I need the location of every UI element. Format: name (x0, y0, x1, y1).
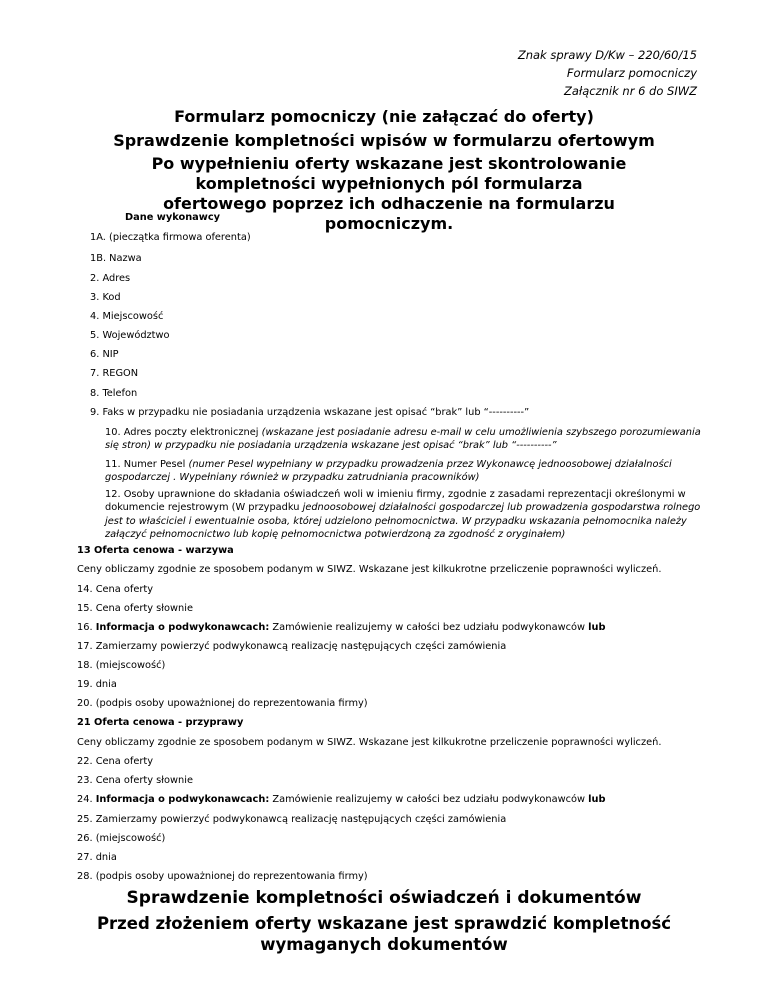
list-item: 15. Cena oferty słownie (77, 603, 193, 614)
form-type-label: Formularz pomocniczy (566, 66, 697, 80)
list-item: 12. Osoby uprawnione do składania oświadczeń woli w imieniu firmy, zgodnie z zasadami reprezentacji określonymi w dokumencie rejestrowym (W przypadku jednoosobowej działalności gospodarczej lub prowadzenia gospodarstwa rolnego jest to właściciel i ewentualnie osoba, której udzielono pełnomocnictwa. W przypadku wskazania pełnomocnika należy załączyć pełnomocnictwo lub kopię pełnomocnictwa potwierdzoną za zgodność z oryginałem) (105, 489, 701, 541)
attachment-label: Załącznik nr 6 do SIWZ (563, 84, 697, 98)
list-item: 24. Informacja o podwykonawcach: Zamówienie realizujemy w całości bez udziału podwykonawców lub (77, 794, 606, 805)
list-item: 14. Cena oferty (77, 584, 154, 595)
list-item: 18. (miejscowość) (77, 660, 166, 671)
list-item: 5. Województwo (90, 330, 170, 341)
list-item: 23. Cena oferty słownie (77, 775, 193, 786)
list-item: 1B. Nazwa (90, 253, 142, 264)
offer-note: Ceny obliczamy zgodnie ze sposobem podanym w SIWZ. Wskazane jest kilkukrotne przeliczenie poprawności wyliczeń. (77, 564, 662, 575)
list-item: 16. Informacja o podwykonawcach: Zamówienie realizujemy w całości bez udziału podwykonawców lub (77, 622, 606, 633)
offer-heading: 21 Oferta cenowa - przyprawy (77, 717, 244, 728)
case-number: Znak sprawy D/Kw – 220/60/15 (517, 48, 697, 62)
list-item: 27. dnia (77, 852, 117, 863)
list-item: 6. NIP (90, 349, 119, 360)
list-item: 2. Adres (90, 273, 131, 284)
list-item: 22. Cena oferty (77, 756, 154, 767)
offer-heading: 13 Oferta cenowa - warzywa (77, 545, 234, 556)
page-title: Formularz pomocniczy (nie załączać do oferty) (174, 107, 594, 126)
list-item: 1A. (pieczątka firmowa oferenta) (90, 232, 251, 243)
list-item: 25. Zamierzamy powierzyć podwykonawcą realizację następujących części zamówienia (77, 814, 507, 825)
list-item: 28. (podpis osoby upoważnionej do reprezentowania firmy) (77, 871, 368, 882)
instruction-title: Po wypełnieniu oferty wskazane jest skontrolowanie kompletności wypełnionych pól formularza ofertowego poprzez ich odhaczenie na formularzu pomocniczym. (151, 154, 627, 233)
list-item: 3. Kod (90, 292, 121, 303)
list-item: 4. Miejscowość (90, 311, 164, 322)
list-item: 9. Faks w przypadku nie posiadania urządzenia wskazane jest opisać “brak” lub “----------” (90, 407, 530, 418)
documents-check-instruction: Przed złożeniem oferty wskazane jest sprawdzić kompletność wymaganych dokumentów (96, 914, 672, 954)
documents-check-title: Sprawdzenie kompletności oświadczeń i dokumentów (126, 888, 642, 908)
list-item: 7. REGON (90, 368, 139, 379)
list-item: 20. (podpis osoby upoważnionej do reprezentowania firmy) (77, 698, 368, 709)
list-item: 11. Numer Pesel (numer Pesel wypełniany w przypadku prowadzenia przez Wykonawcę jednoosobowej działalności gospodarczej . Wypełniany również w przypadku zatrudniania pracowników) (105, 459, 672, 484)
list-item: 17. Zamierzamy powierzyć podwykonawcą realizację następujących części zamówienia (77, 641, 507, 652)
list-item: 10. Adres poczty elektronicznej (wskazane jest posiadanie adresu e-mail w celu umożliwienia szybszego porozumiewania się stron) w przypadku nie posiadania urządzenia wskazane jest opisać “brak” lub “----------” (105, 427, 701, 452)
list-item: 8. Telefon (90, 388, 138, 399)
offer-note: Ceny obliczamy zgodnie ze sposobem podanym w SIWZ. Wskazane jest kilkukrotne przeliczenie poprawności wyliczeń. (77, 737, 662, 748)
list-item: 19. dnia (77, 679, 117, 690)
contractor-heading: Dane wykonawcy (125, 212, 221, 223)
list-item: 26. (miejscowość) (77, 833, 166, 844)
section-title: Sprawdzenie kompletności wpisów w formularzu ofertowym (113, 131, 655, 150)
